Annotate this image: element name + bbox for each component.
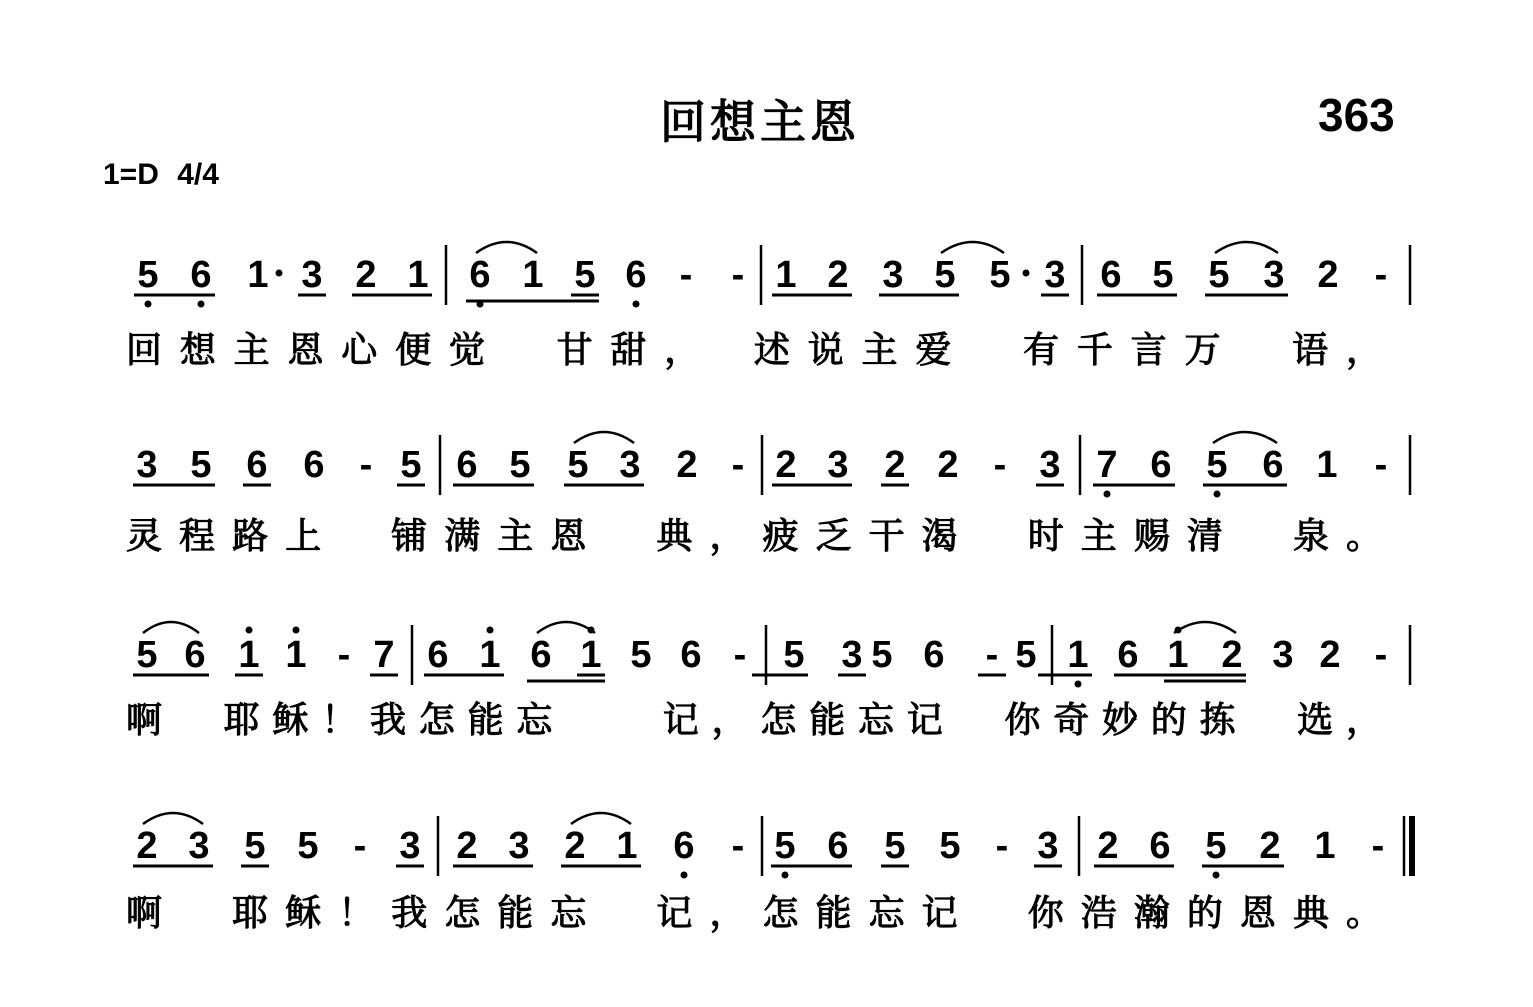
note: 5 xyxy=(630,634,652,676)
note: 2 xyxy=(456,825,478,867)
note: 3 xyxy=(827,444,849,486)
note: 1 xyxy=(616,825,638,867)
score-line-4 xyxy=(126,813,1415,934)
note: 6 xyxy=(469,254,491,296)
lyrics-line: 回想主恩心便觉 甘甜， 述说主爱 有千言万 语， xyxy=(126,330,1382,371)
note: 6 xyxy=(680,634,702,676)
note: 3 xyxy=(619,444,641,486)
note: 2 xyxy=(355,254,377,296)
note: 3 xyxy=(1037,825,1059,867)
note: 5 xyxy=(136,634,158,676)
lyrics-line: 啊 耶稣！我怎能忘 记，怎能忘记 你奇妙的拣 选， xyxy=(126,700,1382,741)
note: 5 xyxy=(190,444,212,486)
note: 2 xyxy=(937,444,959,486)
note: 2 xyxy=(1221,634,1243,676)
sustain-dash: - xyxy=(985,634,999,676)
note: 1 xyxy=(1314,825,1336,867)
note: 7 xyxy=(373,634,395,676)
note: 5 xyxy=(783,634,805,676)
note: 6 xyxy=(184,634,206,676)
note: 3 xyxy=(508,825,530,867)
hymn-number: 363 xyxy=(1318,89,1395,141)
sustain-dash: - xyxy=(731,254,745,296)
score-line-1 xyxy=(126,242,1410,371)
note: 2 xyxy=(676,444,698,486)
note: 6 xyxy=(530,634,552,676)
sustain-dash: - xyxy=(1374,254,1388,296)
note: 2 xyxy=(884,444,906,486)
note: 5 xyxy=(509,444,531,486)
note: 3 xyxy=(882,254,904,296)
augmentation-dot xyxy=(276,270,283,277)
slur xyxy=(574,432,634,443)
note: 5 xyxy=(774,825,796,867)
octave-dot-above xyxy=(246,627,253,634)
sustain-dash: - xyxy=(731,444,745,486)
note: 6 xyxy=(303,444,325,486)
sustain-dash: - xyxy=(353,825,367,867)
note: 6 xyxy=(1100,254,1122,296)
note: 1 xyxy=(407,254,429,296)
note: 2 xyxy=(775,444,797,486)
note: 1 xyxy=(1067,634,1089,676)
note: 3 xyxy=(1044,254,1066,296)
slur xyxy=(476,242,537,253)
sustain-dash: - xyxy=(337,634,351,676)
key-time-signature: 1=D 4/4 xyxy=(103,158,219,191)
note: 5 xyxy=(884,825,906,867)
note: 5 xyxy=(871,634,893,676)
octave-dot-above xyxy=(293,627,300,634)
lyrics-line: 啊 耶稣！我怎能忘 记，怎能忘记 你浩瀚的恩典。 xyxy=(126,893,1382,934)
octave-dot-below xyxy=(1075,681,1082,688)
note: 3 xyxy=(399,825,421,867)
note: 6 xyxy=(1262,444,1284,486)
note: 7 xyxy=(1096,444,1118,486)
note: 6 xyxy=(625,254,647,296)
note: 2 xyxy=(1317,254,1339,296)
note: 3 xyxy=(841,634,863,676)
note: 3 xyxy=(1039,444,1061,486)
sustain-dash: - xyxy=(731,825,745,867)
note: 5 xyxy=(400,444,422,486)
note: 2 xyxy=(1259,825,1281,867)
note: 1 xyxy=(522,254,544,296)
note: 5 xyxy=(989,254,1011,296)
octave-dot-below xyxy=(782,872,789,879)
sustain-dash: - xyxy=(679,254,693,296)
sustain-dash: - xyxy=(1371,825,1385,867)
final-barline-thick xyxy=(1409,816,1415,876)
note: 6 xyxy=(1149,825,1171,867)
note: 5 xyxy=(1208,254,1230,296)
note: 1 xyxy=(1316,444,1338,486)
note: 6 xyxy=(456,444,478,486)
note: 1 xyxy=(1167,634,1189,676)
hymn-title: 回想主恩 xyxy=(660,95,860,149)
sustain-dash: - xyxy=(1374,444,1388,486)
note: 5 xyxy=(939,825,961,867)
note: 3 xyxy=(188,825,210,867)
octave-dot-below xyxy=(681,872,688,879)
note: 1 xyxy=(238,634,260,676)
note: 1 xyxy=(775,254,797,296)
slur xyxy=(1215,242,1278,253)
octave-dot-above xyxy=(487,627,494,634)
note: 3 xyxy=(1272,634,1294,676)
slur xyxy=(1213,432,1277,443)
note: 5 xyxy=(934,254,956,296)
note: 5 xyxy=(244,825,266,867)
slur xyxy=(537,622,595,633)
note: 2 xyxy=(1097,825,1119,867)
note: 6 xyxy=(190,254,212,296)
octave-dot-below xyxy=(145,301,152,308)
note: 5 xyxy=(1152,254,1174,296)
note: 6 xyxy=(923,634,945,676)
octave-dot-below xyxy=(1213,872,1220,879)
note: 5 xyxy=(567,444,589,486)
note: 1 xyxy=(580,634,602,676)
slur xyxy=(143,622,199,633)
octave-dot-below xyxy=(198,301,205,308)
note: 5 xyxy=(1205,825,1227,867)
note: 3 xyxy=(136,444,158,486)
note: 6 xyxy=(1117,634,1139,676)
note: 5 xyxy=(1206,444,1228,486)
sustain-dash: - xyxy=(359,444,373,486)
note: 6 xyxy=(1150,444,1172,486)
slur xyxy=(571,813,631,824)
note: 6 xyxy=(827,825,849,867)
note: 1 xyxy=(247,254,269,296)
score-line-2 xyxy=(126,432,1410,557)
score-line-3 xyxy=(126,622,1410,741)
lyrics-line: 灵程路上 铺满主恩 典，疲乏干渴 时主赐清 泉。 xyxy=(126,516,1382,557)
note: 3 xyxy=(301,254,323,296)
octave-dot-below xyxy=(633,301,640,308)
note: 6 xyxy=(427,634,449,676)
note: 5 xyxy=(1015,634,1037,676)
sustain-dash: - xyxy=(733,634,747,676)
octave-dot-below xyxy=(1104,491,1111,498)
note: 5 xyxy=(574,254,596,296)
note: 2 xyxy=(564,825,586,867)
slur xyxy=(1174,622,1236,633)
note: 2 xyxy=(827,254,849,296)
note: 3 xyxy=(1263,254,1285,296)
note: 5 xyxy=(297,825,319,867)
octave-dot-below xyxy=(1214,491,1221,498)
note: 6 xyxy=(246,444,268,486)
note: 1 xyxy=(479,634,501,676)
sustain-dash: - xyxy=(995,825,1009,867)
augmentation-dot xyxy=(1023,270,1030,277)
note: 2 xyxy=(1319,634,1341,676)
slur xyxy=(941,242,1004,253)
sustain-dash: - xyxy=(1374,634,1388,676)
note: 5 xyxy=(137,254,159,296)
note: 6 xyxy=(673,825,695,867)
sustain-dash: - xyxy=(993,444,1007,486)
note: 2 xyxy=(136,825,158,867)
note: 1 xyxy=(285,634,307,676)
slur xyxy=(143,813,203,824)
